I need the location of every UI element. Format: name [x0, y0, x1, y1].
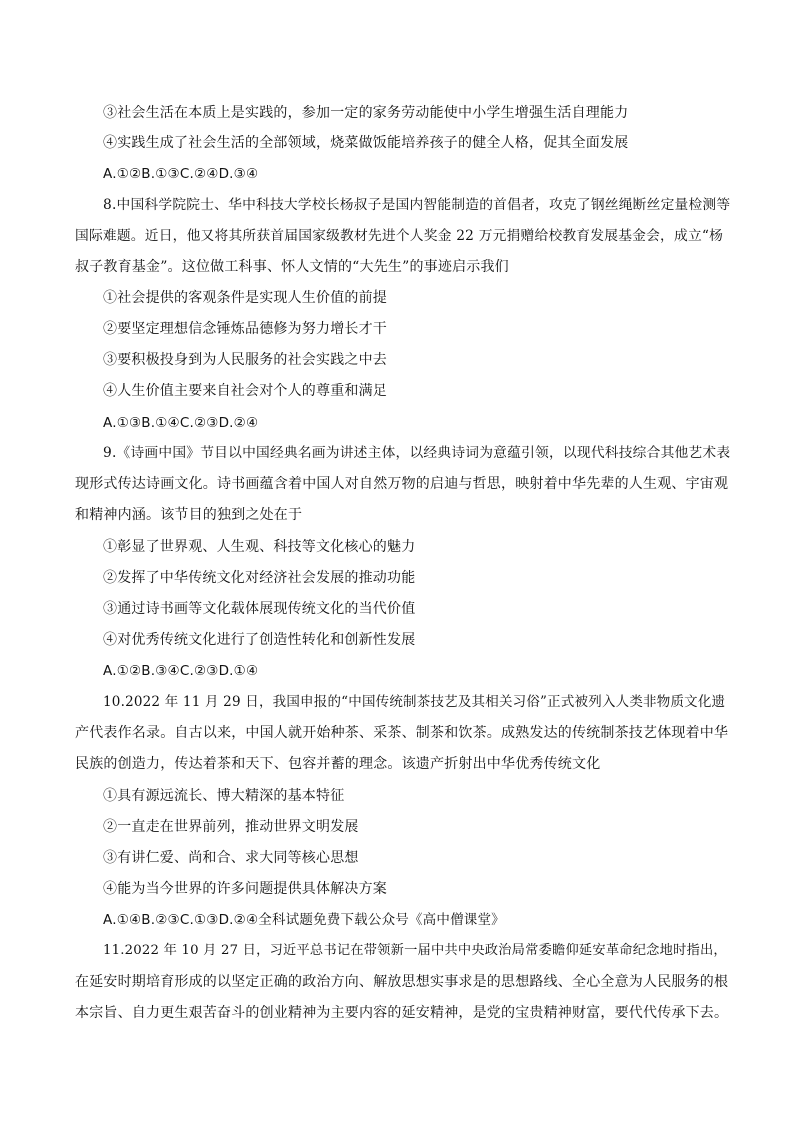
- q10-option-2: ②一直走在世界前列，推动世界文明发展: [103, 819, 359, 835]
- prev-option-3: ③社会生活在本质上是实践的，参加一定的家务劳动能使中小学生增强生活自理能力: [103, 105, 629, 121]
- q9-stem-line-3: 和精神内涵。该节目的独到之处在于: [75, 507, 303, 523]
- prev-option-4: ④实践生成了社会生活的全部领域，烧菜做饭能培养孩子的健全人格，促其全面发展: [103, 135, 629, 151]
- q9-stem-line-2: 现形式传达诗画文化。诗书画蕴含着中国人对自然万物的启迪与哲思，映射着中华先辈的人生观、宇宙观: [75, 476, 729, 492]
- q9-option-2: ②发挥了中华传统文化对经济社会发展的推动功能: [103, 570, 416, 586]
- q9-answer-choices: A.①②B.③④C.②③D.①④: [103, 663, 259, 679]
- q10-stem-line-1: 10.2022 年 11 月 29 日，我国申报的“中国传统制茶技艺及其相关习俗”正式被列入人类非物质文化遗: [103, 694, 726, 710]
- q9-stem-line-1: 9.《诗画中国》节目以中国经典名画为讲述主体，以经典诗词为意蕴引领，以现代科技综合其他艺术表: [103, 445, 731, 461]
- q11-stem-line-1: 11.2022 年 10 月 27 日，习近平总书记在带领新一届中共中央政治局常委瞻仰延安革命纪念地时指出，: [103, 943, 727, 958]
- q10-option-4: ④能为当今世界的许多问题提供具体解决方案: [103, 881, 387, 897]
- q10-stem-line-2: 产代表作名录。自古以来，中国人就开始种茶、采茶、制茶和饮茶。成熟发达的传统制茶技艺体现着中华: [75, 725, 729, 741]
- q10-option-3: ③有讲仁爱、尚和合、求大同等核心思想: [103, 850, 359, 866]
- q9-option-1: ①彰显了世界观、人生观、科技等文化核心的魅力: [103, 539, 416, 555]
- q8-answer-choices: A.①③B.①④C.②③D.②④: [103, 415, 259, 431]
- q8-stem-line-2: 国际难题。近日，他又将其所获首届国家级教材先进个人奖金 22 万元捐赠给校教育发展基金会，成立“杨: [75, 228, 724, 244]
- q10-option-1: ①具有源远流长、博大精深的基本特征: [103, 788, 345, 804]
- q8-stem-line-1: 8.中国科学院院士、华中科技大学校长杨叔子是国内智能制造的首倡者，攻克了钢丝绳断丝定量检测等: [103, 197, 731, 213]
- prev-answer-choices: A.①②B.①③C.②④D.③④: [103, 166, 259, 182]
- q11-stem-line-3: 本宗旨、自力更生艰苦奋斗的创业精神为主要内容的延安精神，是党的宝贵精神财富，要代代传承下去。: [75, 1005, 729, 1021]
- q11-stem-line-2: 在延安时期培育形成的以坚定正确的政治方向、解放思想实事求是的思想路线、全心全意为人民服务的根: [75, 974, 729, 990]
- q8-option-4: ④人生价值主要来自社会对个人的尊重和满足: [103, 383, 387, 399]
- q9-option-3: ③通过诗书画等文化载体展现传统文化的当代价值: [103, 601, 416, 617]
- q10-stem-line-3: 民族的创造力，传达着茶和天下、包容并蓄的理念。该遗产折射出中华优秀传统文化: [75, 756, 601, 772]
- q8-stem-line-3: 叔子教育基金”。这位做工科事、怀人文情的“大先生”的事迹启示我们: [75, 259, 509, 275]
- q10-answer-choices: A.①④B.②③C.①③D.②④全科试题免费下载公众号《高中僧课堂》: [103, 912, 505, 928]
- q8-option-1: ①社会提供的客观条件是实现人生价值的前提: [103, 290, 387, 306]
- q8-option-2: ②要坚定理想信念锤炼品德修为努力增长才干: [103, 321, 387, 337]
- q9-option-4: ④对优秀传统文化进行了创造性转化和创新性发展: [103, 632, 416, 648]
- q8-option-3: ③要积极投身到为人民服务的社会实践之中去: [103, 352, 387, 368]
